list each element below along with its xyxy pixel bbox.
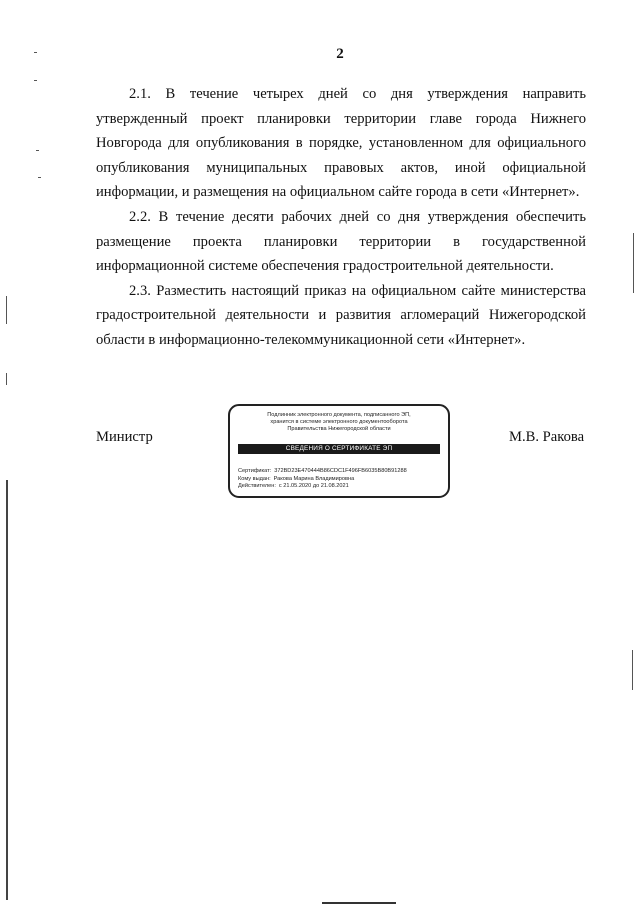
stamp-header-line: хранится в системе электронного документооборота — [270, 419, 408, 425]
signer-title: Министр — [96, 429, 153, 445]
scan-mark — [322, 902, 396, 904]
scan-mark — [6, 480, 8, 900]
paragraph-2-2: 2.2. В течение десяти рабочих дней со дня утверждения обеспечить размещение проекта планировки территории в государственной информационной системе обеспечения градостроительной деятельности. — [96, 208, 586, 275]
issued-to-value: Ракова Марина Владимировна — [273, 475, 355, 482]
stamp-details — [238, 468, 442, 491]
valid-value: с 21.05.2020 до 21.08.2021 — [278, 483, 349, 490]
electronic-signature-stamp — [228, 404, 450, 498]
scan-mark — [36, 150, 39, 151]
document-body — [96, 82, 586, 353]
issued-to-label: Кому выдан: — [238, 475, 271, 482]
stamp-header-line: Подлинник электронного документа, подписанного ЭП, — [267, 412, 411, 418]
paragraph-2-3: 2.3. Разместить настоящий приказ на официальном сайте министерства градостроительной деятельности и развития агломераций Нижегородской области в информационно-телекоммуникационной сети «Интернет». — [96, 282, 586, 348]
scan-mark — [6, 296, 7, 324]
stamp-certificate-title: СВЕДЕНИЯ О СЕРТИФИКАТЕ ЭП — [238, 444, 440, 454]
scan-mark — [38, 177, 41, 178]
scan-mark — [34, 52, 37, 53]
certificate-value: 372BD23E470444B86CDC1F496FB6035B80B91288 — [274, 468, 407, 474]
scan-mark — [34, 80, 37, 81]
paragraph-2-1: 2.1. В течение четырех дней со дня утверждения направить утвержденный проект планировки территории главе города Нижнего Новгорода для опубликования в порядке, установленном для официального опубликования муниципальных правовых актов, иной официальной информации, и размещения на официальном сайте города в сети «Интернет». — [96, 86, 586, 201]
scan-mark — [6, 373, 7, 385]
signer-name: М.В. Ракова — [509, 429, 585, 445]
certificate-row — [238, 468, 442, 476]
page-number: 2 — [336, 46, 344, 62]
scan-mark — [632, 650, 633, 690]
stamp-header-line: Правительства Нижегородской области — [287, 426, 391, 432]
valid-label: Действителен: — [238, 483, 276, 490]
valid-row — [238, 483, 442, 491]
certificate-label: Сертификат: — [238, 468, 272, 474]
stamp-header — [236, 412, 442, 433]
scan-mark — [633, 233, 634, 293]
